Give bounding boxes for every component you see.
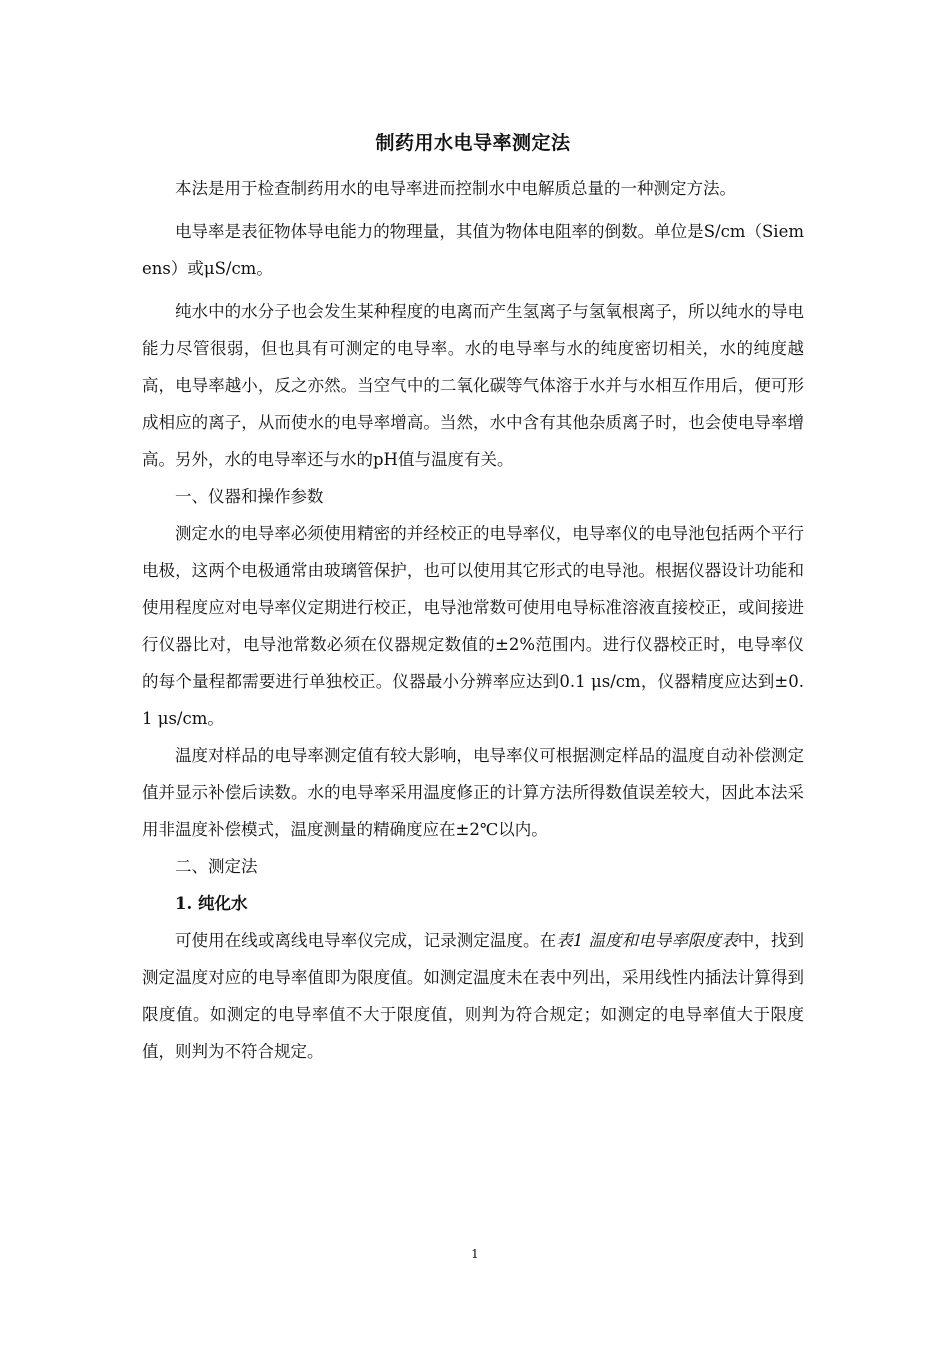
section-heading-instruments: 一、仪器和操作参数	[175, 487, 324, 506]
paragraph-intro: 本法是用于检查制药用水的电导率进而控制水中电解质总量的一种测定方法。	[175, 179, 736, 198]
subsection-heading-purified-water: 1. 纯化水	[175, 894, 248, 913]
paragraph-instruments: 测定水的电导率必须使用精密的并经校正的电导率仪，电导率仪的电导池包括两个平行电极，这两个电极通常由玻璃管保护，也可以使用其它形式的电导池。根据仪器设计功能和使用程度应对电导率仪定期进行校正，电导池常数可使用电导标准溶液直接校正，或间接进行仪器比对，电导池常数必须在仪器规定数值的±2%范围内。进行仪器校正时，电导率仪的每个量程都需要进行单独校正。仪器最小分辨率应达到0.1 μs/cm，仪器精度应达到±0.1 μs/cm。	[142, 524, 804, 728]
paragraph-temperature: 温度对样品的电导率测定值有较大影响，电导率仪可根据测定样品的温度自动补偿测定值并显示补偿后读数。水的电导率采用温度修正的计算方法所得数值误差较大，因此本法采用非温度补偿模式，温度测量的精确度应在±2℃以内。	[142, 746, 804, 839]
document-body	[142, 124, 804, 1070]
document-title: 制药用水电导率测定法	[375, 132, 571, 154]
paragraph-purified-water	[142, 922, 804, 1070]
section-heading-method: 二、测定法	[175, 857, 258, 876]
paragraph-pure-water: 纯水中的水分子也会发生某种程度的电离而产生氢离子与氢氧根离子，所以纯水的导电能力尽管很弱，但也具有可测定的电导率。水的电导率与水的纯度密切相关，水的纯度越高，电导率越小，反之亦然。当空气中的二氧化碳等气体溶于水并与水相互作用后，便可形成相应的离子，从而使水的电导率增高。当然，水中含有其他杂质离子时，也会使电导率增高。另外，水的电导率还与水的pH值与温度有关。	[142, 302, 804, 469]
paragraph-definition: 电导率是表征物体导电能力的物理量，其值为物体电阻率的倒数。单位是S/cm（Siemens）或μS/cm。	[142, 222, 804, 278]
page-number: 1	[471, 1247, 479, 1261]
purified-water-text-after: 中，找到测定温度对应的电导率值即为限度值。如测定温度未在表中列出，采用线性内插法计算得到限度值。如测定的电导率值不大于限度值，则判为符合规定；如测定的电导率值大于限度值，则判为不符合规定。	[142, 931, 805, 1061]
purified-water-text-before: 可使用在线或离线电导率仪完成，记录测定温度。在	[175, 931, 557, 950]
table-reference: 表1 温度和电导率限度表	[556, 931, 738, 950]
